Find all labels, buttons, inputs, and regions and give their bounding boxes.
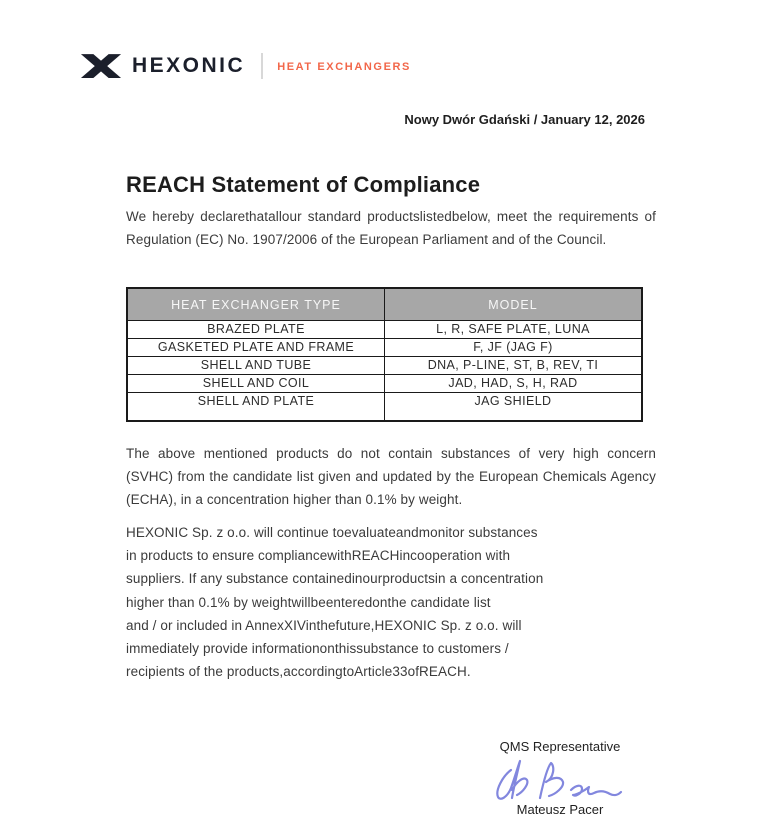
signature-block xyxy=(455,738,665,818)
table-row xyxy=(127,321,642,339)
brand-divider xyxy=(261,53,263,79)
column-header-model: MODEL xyxy=(385,288,643,321)
table-cell: DNA, P-LINE, ST, B, REV, TI xyxy=(385,357,643,375)
signatory-name: Mateusz Pacer xyxy=(516,802,604,817)
paragraph-line: suppliers. If any substance containedinourproductsin a concentration xyxy=(126,571,544,587)
brand-wordmark: HEXONIC xyxy=(132,54,246,77)
table-cell: JAD, HAD, S, H, RAD xyxy=(385,375,643,393)
document-title: REACH Statement of Compliance xyxy=(126,172,481,197)
table-header-row xyxy=(127,288,642,321)
signature-ink xyxy=(497,761,621,799)
compliance-table-body xyxy=(127,321,642,422)
intro-paragraph: We hereby declarethatallour standard productslistedbelow, meet the requirements of Regulation (EC) No. 1907/2006 of the European Parliament and of the Council. xyxy=(126,209,656,247)
paragraph-line: in products to ensure compliancewithREACHincooperation with xyxy=(126,548,511,564)
table-cell: SHELL AND COIL xyxy=(127,375,385,393)
table-cell: F, JF (JAG F) xyxy=(385,339,643,357)
table-cell: BRAZED PLATE xyxy=(127,321,385,339)
signatory-role: QMS Representative xyxy=(499,739,621,754)
paragraph-line: immediately provide informationonthissubstance to customers / xyxy=(126,641,509,657)
table-cell: GASKETED PLATE AND FRAME xyxy=(127,339,385,357)
hexonic-logo-icon xyxy=(80,52,122,81)
table-cell: L, R, SAFE PLATE, LUNA xyxy=(385,321,643,339)
compliance-table-head xyxy=(127,288,642,321)
table-row xyxy=(127,357,642,375)
paragraph-line: recipients of the products,accordingtoArticle33ofREACH. xyxy=(126,664,471,680)
table-cell: JAG SHIELD xyxy=(385,393,643,422)
compliance-table xyxy=(126,287,643,422)
brand-header xyxy=(80,50,411,82)
document-body xyxy=(126,170,656,683)
svhc-paragraph: The above mentioned products do not contain substances of very high concern (SVHC) from the candidate list given and updated by the European Chemicals Agency (ECHA), in a concentration higher than 0.1% by weight. xyxy=(126,446,656,507)
brand-tagline: HEAT EXCHANGERS xyxy=(277,61,411,73)
handwritten-signature xyxy=(485,756,635,804)
table-row xyxy=(127,393,642,422)
table-cell: SHELL AND PLATE xyxy=(127,393,385,422)
paragraph-line: higher than 0.1% by weightwillbeenteredonthe candidate list xyxy=(126,594,491,610)
paragraph-line: and / or included in AnnexXIVinthefuture,HEXONIC Sp. z o.o. will xyxy=(126,617,522,633)
dateline: Nowy Dwór Gdański / January 12, 2026 xyxy=(404,112,645,127)
table-row xyxy=(127,339,642,357)
paragraph-line: HEXONIC Sp. z o.o. will continue toevaluateandmonitor substances xyxy=(126,525,538,540)
table-row xyxy=(127,375,642,393)
column-header-heat-exchanger-type: HEAT EXCHANGER TYPE xyxy=(127,288,385,321)
monitoring-paragraph xyxy=(126,521,656,683)
table-cell: SHELL AND TUBE xyxy=(127,357,385,375)
